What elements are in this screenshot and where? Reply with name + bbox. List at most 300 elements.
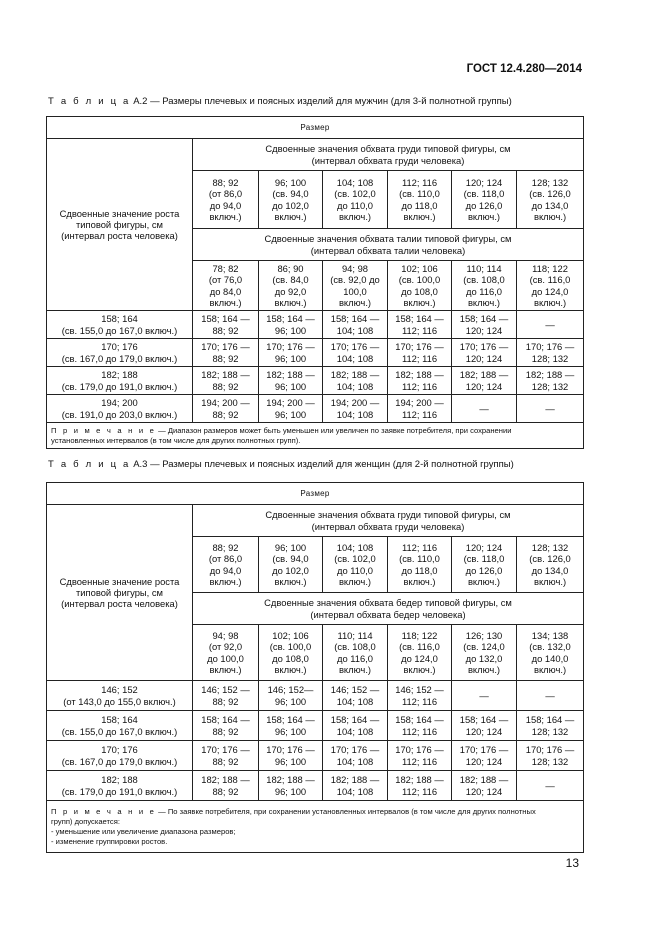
cell-line: 128; 132	[531, 755, 569, 767]
header-line: (св. 126,0	[529, 188, 571, 200]
size-cell	[323, 395, 388, 423]
height-column-header	[47, 139, 193, 311]
cell-line: 158; 164 —	[395, 313, 444, 325]
header-line: включ.)	[274, 210, 307, 222]
height-label-cell	[47, 367, 193, 395]
header-line: Сдвоенные значения обхвата груди типовой фигуры, см	[265, 509, 511, 521]
cell-line: 170; 176	[101, 341, 138, 353]
header-line: включ.)	[403, 296, 436, 308]
header-line: (интервал обхвата груди человека)	[311, 154, 465, 166]
second-size-header	[323, 261, 388, 311]
cell-line: 120; 124	[465, 352, 503, 364]
header-line: 126; 130	[465, 629, 503, 641]
header-line: (от 92,0	[208, 641, 243, 653]
table-note	[47, 801, 584, 853]
header-line: 88; 92	[212, 176, 239, 188]
header-line: 110; 114	[337, 629, 373, 641]
cell-line: 112; 116	[401, 352, 438, 364]
header-line: включ.)	[467, 663, 501, 675]
cell-line: (св. 167,0 до 179,0 включ.)	[61, 755, 178, 767]
header-line: включ.)	[209, 210, 242, 222]
header-line: (св. 116,0	[399, 641, 440, 653]
chest-group-header	[193, 139, 584, 171]
cell-line: 158; 164 —	[201, 313, 250, 325]
size-cell	[323, 741, 388, 771]
table-row	[47, 367, 584, 395]
cell-line: 158; 164 —	[201, 714, 250, 726]
note-line: установленных интервалов (в том числе для других полнотных групп).	[51, 435, 301, 445]
size-cell	[388, 741, 452, 771]
second-size-header	[517, 625, 584, 681]
size-cell	[259, 395, 323, 423]
cell-line: 96; 100	[274, 755, 307, 767]
header-line: (св. 94,0	[272, 188, 309, 200]
header-line: до 100,0	[207, 652, 244, 664]
table-title: А.3 — Размеры плечевых и поясных изделий для женщин (для 2-й полнотной группы)	[133, 459, 514, 470]
cell-line: (св. 155,0 до 167,0 включ.)	[61, 324, 178, 336]
cell-line: 88; 92	[212, 324, 239, 336]
chest-size-header	[193, 171, 259, 229]
cell-line: 96; 100	[274, 695, 307, 707]
cell-line: 112; 116	[401, 755, 438, 767]
size-cell	[452, 395, 517, 423]
header-line: включ.)	[403, 663, 436, 675]
cell-line: 158; 164 —	[395, 714, 444, 726]
cell-line: 104; 108	[336, 408, 374, 420]
cell-line: 104; 108	[336, 352, 374, 364]
height-column-header	[47, 505, 193, 681]
cell-line: 120; 124	[465, 755, 503, 767]
cell-line: 158; 164	[101, 313, 138, 325]
cell-line: (св. 191,0 до 203,0 включ.)	[61, 408, 178, 420]
cell-line: —	[545, 779, 555, 791]
header-line: Сдвоенные значения обхвата талии типовой фигуры, см	[264, 233, 512, 245]
cell-line: 146; 152 —	[330, 684, 380, 696]
header-line: 110; 114	[466, 262, 502, 274]
header-line: включ.)	[403, 210, 436, 222]
size-cell	[452, 681, 517, 711]
cell-line: 158; 164	[101, 714, 138, 726]
size-cell	[517, 339, 584, 367]
cell-line: 146; 152 —	[201, 684, 250, 696]
header-line: (св. 100,0	[269, 641, 312, 653]
header-line: до 108,0	[272, 652, 309, 664]
size-cell	[323, 311, 388, 339]
header-line: включ.)	[338, 210, 372, 222]
cell-line: 112; 116	[401, 380, 438, 392]
header-line: 94; 98	[212, 629, 239, 641]
header-line: 78; 82	[212, 262, 239, 274]
size-header: Размер	[47, 117, 584, 139]
size-cell	[193, 311, 259, 339]
cell-line: 182; 188	[101, 774, 138, 786]
cell-line: 170; 176	[101, 744, 138, 756]
header-line: до 110,0	[336, 564, 374, 576]
cell-line: 194; 200	[101, 397, 138, 409]
cell-line: 158; 164 —	[266, 313, 315, 325]
header-line: Сдвоенные значения обхвата бедер типовой фигуры, см	[264, 597, 512, 609]
size-cell	[452, 771, 517, 801]
cell-line: 182; 188 —	[330, 774, 380, 786]
table-row	[47, 681, 584, 711]
header-line: 96; 100	[274, 176, 307, 188]
cell-line: —	[545, 402, 555, 414]
header-line: 86; 90	[277, 262, 304, 274]
header-line: (интервал роста человека)	[61, 598, 178, 610]
cell-line: 120; 124	[465, 324, 503, 336]
chest-size-header	[517, 171, 584, 229]
cell-line: 194; 200 —	[266, 397, 315, 409]
header-line: 94; 98	[341, 262, 369, 274]
height-label-cell	[47, 741, 193, 771]
header-line: до 140,0	[531, 652, 569, 664]
cell-line: 170; 176 —	[266, 744, 315, 756]
second-size-header	[323, 625, 388, 681]
cell-line: (от 143,0 до 155,0 включ.)	[63, 695, 176, 707]
second-size-header	[193, 261, 259, 311]
header-line: (от 86,0	[208, 188, 243, 200]
table-row	[47, 311, 584, 339]
table-a2	[46, 116, 584, 449]
size-cell	[259, 711, 323, 741]
cell-line: —	[479, 402, 489, 414]
cell-line: 158; 164 —	[459, 313, 509, 325]
header-line: 128; 132	[531, 176, 569, 188]
header-line: Сдвоенные значение роста	[59, 575, 180, 587]
cell-line: 88; 92	[212, 352, 239, 364]
size-cell	[517, 711, 584, 741]
cell-line: 96; 100	[274, 324, 307, 336]
cell-line: 158; 164 —	[330, 313, 380, 325]
cell-line: 112; 116	[401, 725, 438, 737]
chest-size-header	[388, 537, 452, 593]
cell-line: 112; 116	[401, 408, 438, 420]
size-cell	[388, 367, 452, 395]
cell-line: 88; 92	[212, 380, 239, 392]
cell-line: 88; 92	[212, 755, 239, 767]
size-cell	[193, 711, 259, 741]
header-line: до 124,0	[531, 285, 569, 297]
note-line: групп) допускается:	[51, 816, 120, 826]
size-cell	[517, 367, 584, 395]
cell-line: 182; 188 —	[201, 774, 250, 786]
cell-line: 112; 116	[401, 785, 438, 797]
cell-line: 96; 100	[274, 785, 307, 797]
header-line: (св. 124,0	[463, 641, 505, 653]
size-cell	[193, 681, 259, 711]
size-cell	[388, 339, 452, 367]
header-line: включ.)	[274, 663, 307, 675]
note-line: — Диапазон размеров может быть уменьшен или увеличен по заявке потребителя, при сохранении	[158, 425, 512, 435]
size-cell	[259, 771, 323, 801]
header-line: (св. 116,0	[529, 274, 571, 286]
cell-line: 104; 108	[336, 324, 374, 336]
size-cell	[193, 339, 259, 367]
cell-line: —	[545, 318, 555, 330]
note-label: П р и м е ч а н и е	[51, 425, 156, 435]
table-row	[47, 741, 584, 771]
table-row	[47, 711, 584, 741]
header-line: до 110,0	[336, 199, 374, 211]
header-line: включ.)	[338, 296, 372, 308]
note-label: П р и м е ч а н и е	[51, 806, 156, 816]
table-row	[47, 771, 584, 801]
header-line: включ.)	[533, 210, 567, 222]
header-line: 120; 124	[465, 541, 503, 553]
cell-line: 170; 176 —	[395, 341, 444, 353]
header-line: (св. 118,0	[463, 188, 505, 200]
cell-line: 182; 188 —	[525, 369, 575, 381]
chest-size-header	[259, 171, 323, 229]
header-line: включ.)	[533, 575, 567, 587]
header-line: до 124,0	[401, 652, 438, 664]
header-line: до 94,0	[209, 199, 242, 211]
second-size-header	[452, 261, 517, 311]
cell-line: 88; 92	[212, 785, 239, 797]
size-cell	[323, 711, 388, 741]
second-size-header	[452, 625, 517, 681]
header-line: 104; 108	[336, 541, 374, 553]
size-cell	[388, 395, 452, 423]
cell-line: 182; 188 —	[459, 774, 509, 786]
header-line: (интервал обхвата груди человека)	[311, 520, 465, 532]
header-line: включ.)	[338, 663, 372, 675]
header-line: (интервал роста человека)	[61, 230, 178, 242]
header-line: включ.)	[467, 575, 501, 587]
chest-size-header	[517, 537, 584, 593]
header-line: (св. 110,0	[399, 553, 440, 565]
size-cell	[452, 367, 517, 395]
cell-line: 194; 200 —	[395, 397, 444, 409]
header-line: (св. 110,0	[399, 188, 440, 200]
header-line: включ.)	[403, 575, 436, 587]
size-cell	[517, 311, 584, 339]
size-cell	[517, 741, 584, 771]
header-line: 120; 124	[465, 176, 503, 188]
header-line: до 102,0	[272, 564, 309, 576]
header-line: (св. 132,0	[529, 641, 571, 653]
header-line: Сдвоенные значение роста	[59, 207, 180, 219]
table-title: А.2 — Размеры плечевых и поясных изделий для мужчин (для 3-й полнотной группы)	[133, 96, 512, 107]
size-cell	[388, 311, 452, 339]
cell-line: 96; 100	[274, 725, 307, 737]
header-line: 134; 138	[531, 629, 569, 641]
cell-line: 120; 124	[465, 380, 503, 392]
cell-line: (св. 179,0 до 191,0 включ.)	[61, 785, 178, 797]
chest-size-header	[452, 171, 517, 229]
size-cell	[452, 339, 517, 367]
cell-line: 170; 176 —	[459, 341, 509, 353]
second-size-header	[259, 261, 323, 311]
cell-line: 96; 100	[274, 408, 307, 420]
header-line: 102; 106	[272, 629, 309, 641]
chest-size-header	[323, 171, 388, 229]
table-note	[47, 423, 584, 449]
size-cell	[517, 771, 584, 801]
header-line: включ.)	[467, 210, 501, 222]
cell-line: 170; 176 —	[201, 341, 250, 353]
cell-line: 182; 188 —	[266, 774, 315, 786]
header-line: 100,0	[343, 285, 367, 297]
cell-line: —	[545, 689, 555, 701]
header-line: включ.)	[533, 296, 567, 308]
second-group-header	[193, 593, 584, 625]
header-line: (св. 84,0	[272, 274, 309, 286]
second-size-header	[517, 261, 584, 311]
cell-line: 158; 164 —	[525, 714, 575, 726]
size-cell	[388, 711, 452, 741]
second-group-header	[193, 229, 584, 261]
second-size-header	[193, 625, 259, 681]
size-cell	[259, 681, 323, 711]
cell-line: 104; 108	[336, 755, 374, 767]
header-line: 128; 132	[531, 541, 569, 553]
cell-line: 96; 100	[274, 352, 307, 364]
size-cell	[323, 771, 388, 801]
chest-size-header	[323, 537, 388, 593]
header-line: до 92,0	[274, 285, 307, 297]
cell-line: 182; 188 —	[266, 369, 315, 381]
header-line: 112; 116	[401, 541, 438, 553]
header-line: (интервал обхвата талии человека)	[310, 244, 466, 256]
header-line: (св. 118,0	[463, 553, 505, 565]
header-line: до 132,0	[465, 652, 503, 664]
header-line: (св. 108,0	[463, 274, 505, 286]
header-line: 102; 106	[401, 262, 438, 274]
header-line: (св. 108,0	[334, 641, 376, 653]
cell-line: 170; 176 —	[330, 744, 380, 756]
height-label-cell	[47, 771, 193, 801]
cell-line: 182; 188	[101, 369, 138, 381]
size-cell	[452, 311, 517, 339]
cell-line: 88; 92	[212, 725, 239, 737]
size-cell	[323, 339, 388, 367]
page-number: 13	[565, 856, 579, 870]
cell-line: 128; 132	[531, 380, 569, 392]
cell-line: 170; 176 —	[395, 744, 444, 756]
height-label-cell	[47, 311, 193, 339]
cell-line: 146; 152—	[267, 684, 314, 696]
note-line: - уменьшение или увеличение диапазона размеров;	[51, 826, 236, 836]
chest-size-header	[259, 537, 323, 593]
header-line: включ.)	[209, 296, 242, 308]
cell-line: 182; 188 —	[201, 369, 250, 381]
cell-line: (св. 155,0 до 167,0 включ.)	[61, 725, 178, 737]
header-line: до 84,0	[209, 285, 242, 297]
size-cell	[517, 681, 584, 711]
cell-line: 194; 200 —	[201, 397, 250, 409]
header-line: до 126,0	[465, 564, 503, 576]
table-a2-caption	[48, 96, 512, 107]
cell-line: 120; 124	[465, 725, 503, 737]
header-line: (св. 100,0	[398, 274, 441, 286]
size-cell	[452, 711, 517, 741]
header-line: 88; 92	[212, 541, 239, 553]
cell-line: 128; 132	[531, 352, 569, 364]
cell-line: 146; 152 —	[395, 684, 444, 696]
cell-line: 170; 176 —	[525, 341, 575, 353]
size-cell	[193, 771, 259, 801]
header-line: Сдвоенные значения обхвата груди типовой фигуры, см	[265, 143, 511, 155]
header-line: (интервал обхвата бедер человека)	[310, 608, 466, 620]
cell-line: 158; 164 —	[459, 714, 509, 726]
size-cell	[259, 367, 323, 395]
table-label: Т а б л и ц а	[48, 96, 131, 107]
header-line: включ.)	[338, 575, 372, 587]
second-size-header	[388, 625, 452, 681]
header-line: до 134,0	[531, 564, 569, 576]
second-size-header	[388, 261, 452, 311]
chest-size-header	[452, 537, 517, 593]
cell-line: (св. 167,0 до 179,0 включ.)	[61, 352, 178, 364]
header-line: типовой фигуры, см	[76, 218, 163, 230]
header-line: 104; 108	[336, 176, 374, 188]
size-header: Размер	[47, 483, 584, 505]
cell-line: 88; 92	[212, 695, 239, 707]
header-line: (св. 102,0	[334, 188, 376, 200]
header-line: 112; 116	[401, 176, 438, 188]
cell-line: 194; 200 —	[330, 397, 380, 409]
size-cell	[259, 311, 323, 339]
chest-size-header	[193, 537, 259, 593]
cell-line: 182; 188 —	[330, 369, 380, 381]
size-cell	[259, 339, 323, 367]
header-line: (от 86,0	[208, 553, 243, 565]
cell-line: 146; 152	[101, 684, 138, 696]
header-line: (от 76,0	[208, 274, 243, 286]
height-label-cell	[47, 711, 193, 741]
cell-line: 182; 188 —	[395, 774, 444, 786]
table-a3-caption	[48, 459, 514, 470]
header-line: до 116,0	[465, 285, 503, 297]
header-line: типовой фигуры, см	[76, 586, 163, 598]
cell-line: 170; 176 —	[266, 341, 315, 353]
cell-line: 170; 176 —	[201, 744, 250, 756]
table-a3	[46, 482, 584, 853]
cell-line: 120; 124	[465, 785, 503, 797]
size-cell	[259, 741, 323, 771]
size-cell	[517, 395, 584, 423]
header-line: до 102,0	[272, 199, 309, 211]
table-row	[47, 395, 584, 423]
size-cell	[452, 741, 517, 771]
header-line: включ.)	[209, 575, 242, 587]
cell-line: 112; 116	[401, 324, 438, 336]
header-line: до 126,0	[465, 199, 503, 211]
header-line: до 108,0	[401, 285, 438, 297]
size-cell	[388, 771, 452, 801]
header-line: 118; 122	[532, 262, 568, 274]
header-line: (св. 94,0	[272, 553, 309, 565]
height-label-cell	[47, 395, 193, 423]
header-line: до 94,0	[209, 564, 242, 576]
cell-line: 104; 108	[336, 785, 374, 797]
cell-line: (св. 179,0 до 191,0 включ.)	[61, 380, 178, 392]
header-line: включ.)	[467, 296, 501, 308]
header-line: до 116,0	[336, 652, 374, 664]
size-cell	[323, 681, 388, 711]
cell-line: 128; 132	[531, 725, 569, 737]
header-line: включ.)	[533, 663, 567, 675]
table-row	[47, 339, 584, 367]
cell-line: 170; 176 —	[330, 341, 380, 353]
header-line: (св. 126,0	[529, 553, 571, 565]
size-cell	[388, 681, 452, 711]
header-line: включ.)	[209, 663, 242, 675]
header-line: включ.)	[274, 296, 307, 308]
cell-line: 88; 92	[212, 408, 239, 420]
cell-line: 158; 164 —	[330, 714, 380, 726]
